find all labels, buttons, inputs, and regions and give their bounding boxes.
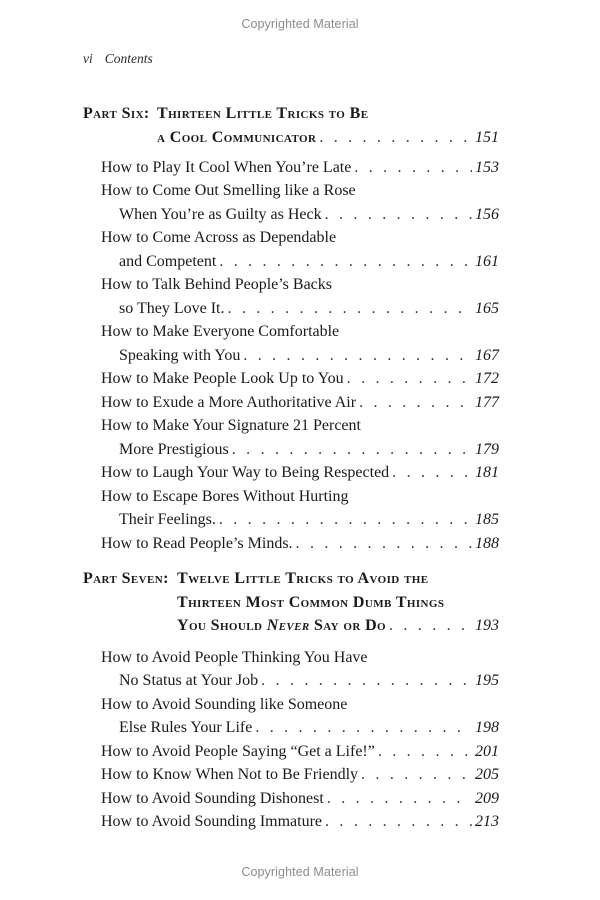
part-seven-label: Part Seven:: [83, 570, 169, 587]
dot-leader: [261, 669, 472, 693]
dot-leader: [255, 716, 472, 740]
watermark-top: Copyrighted Material: [241, 17, 359, 31]
toc-entry-title-line1: How to Make Everyone Comfortable: [101, 323, 340, 340]
dot-leader: [325, 203, 472, 227]
dot-leader: [327, 787, 472, 811]
toc-entry[interactable]: [119, 250, 499, 274]
toc-entry-page-number: 179: [475, 441, 499, 458]
part-six-label: Part Six:: [83, 105, 150, 122]
toc-entry-title: How to Read People’s Minds.: [101, 535, 293, 552]
toc-entry-title-line1: How to Avoid Sounding like Someone: [101, 696, 348, 713]
dot-leader: [354, 156, 472, 180]
toc-entry-title-line2: Their Feelings.: [119, 511, 216, 528]
toc-entry[interactable]: [119, 344, 499, 368]
toc-entry[interactable]: [101, 156, 499, 180]
toc-entry[interactable]: [101, 810, 499, 834]
dot-leader: [359, 391, 472, 415]
part-seven-title-line3[interactable]: [177, 614, 499, 638]
part-six-title-line1: Thirteen Little Tricks to Be: [157, 105, 369, 122]
toc-entry[interactable]: [119, 203, 499, 227]
toc-entry-page-number: 177: [475, 394, 499, 411]
running-head-page-number: vi: [83, 51, 93, 66]
part-six-title-line2[interactable]: [157, 126, 499, 150]
watermark-bottom: Copyrighted Material: [241, 865, 359, 879]
toc-entry-page-number: 201: [475, 743, 499, 760]
toc-entry-title-line1: How to Avoid People Thinking You Have: [101, 649, 368, 666]
toc-entry-title: How to Make People Look Up to You: [101, 370, 344, 387]
toc-entry-title-line1: How to Make Your Signature 21 Percent: [101, 417, 361, 434]
running-head-title: Contents: [104, 51, 153, 66]
toc-entry-title-line2: so They Love It.: [119, 300, 225, 317]
toc-entry[interactable]: [101, 740, 499, 764]
toc-entry-title: How to Laugh Your Way to Being Respected: [101, 464, 390, 481]
dot-leader: [378, 740, 472, 764]
toc-entry[interactable]: [101, 763, 499, 787]
toc-entry-title-line2: When You’re as Guilty as Heck: [119, 206, 322, 223]
toc-entry-title: How to Avoid Sounding Dishonest: [101, 790, 324, 807]
dot-leader: [219, 508, 472, 532]
dot-leader: [389, 614, 472, 638]
part-seven-title-emphasis: Never: [266, 617, 310, 634]
dot-leader: [319, 126, 472, 150]
toc-entry[interactable]: [119, 438, 499, 462]
toc-entry-title-line1: How to Escape Bores Without Hurting: [101, 488, 349, 505]
toc-entry[interactable]: [101, 461, 499, 485]
part-seven-title-line2: Thirteen Most Common Dumb Things: [177, 594, 445, 611]
toc-entry-title: How to Avoid People Saying “Get a Life!”: [101, 743, 375, 760]
toc-entry-page-number: 195: [475, 672, 499, 689]
part-six-title-text: a Cool Communicator: [157, 129, 317, 146]
toc-entry-title: How to Know When Not to Be Friendly: [101, 766, 359, 783]
toc-entry-page-number: 213: [475, 813, 499, 830]
toc-entry-page-number: 167: [475, 347, 499, 364]
part-seven-title-b: Say or Do: [309, 617, 386, 634]
dot-leader: [227, 297, 472, 321]
dot-leader: [232, 438, 472, 462]
part-seven-page-number: 193: [475, 617, 499, 634]
part-seven-title-line1: Twelve Little Tricks to Avoid the: [177, 570, 429, 587]
dot-leader: [219, 250, 472, 274]
toc-entry-title-line1: How to Talk Behind People’s Backs: [101, 276, 333, 293]
toc-entry-title-line2: and Competent: [119, 253, 217, 270]
toc-entry-page-number: 172: [475, 370, 499, 387]
dot-leader: [243, 344, 472, 368]
toc-entry-title-line2: More Prestigious: [119, 441, 229, 458]
toc-entry[interactable]: [119, 297, 499, 321]
dot-leader: [325, 810, 472, 834]
toc-entry-title-line2: Speaking with You: [119, 347, 241, 364]
toc-entry[interactable]: [119, 669, 499, 693]
toc-entry[interactable]: [101, 532, 499, 556]
toc-entry[interactable]: [101, 367, 499, 391]
toc-entry-title: How to Exude a More Authoritative Air: [101, 394, 357, 411]
dot-leader: [361, 763, 472, 787]
toc-entry-title-line2: Else Rules Your Life: [119, 719, 253, 736]
part-seven-title-text: [177, 614, 386, 638]
toc-entry-title-line1: How to Come Out Smelling like a Rose: [101, 182, 356, 199]
dot-leader: [347, 367, 472, 391]
toc-entry[interactable]: [119, 716, 499, 740]
toc-entry-page-number: 153: [475, 159, 499, 176]
toc-entry-page-number: 188: [475, 535, 499, 552]
toc-entry-page-number: 165: [475, 300, 499, 317]
toc-entry-page-number: 181: [475, 464, 499, 481]
toc-entry-page-number: 156: [475, 206, 499, 223]
toc-entry-page-number: 205: [475, 766, 499, 783]
toc-entry[interactable]: [119, 508, 499, 532]
toc-entry-title-line2: No Status at Your Job: [119, 672, 259, 689]
toc-entry-page-number: 161: [475, 253, 499, 270]
part-seven-title-a: You Should: [177, 617, 267, 634]
toc-entry-title: How to Play It Cool When You’re Late: [101, 159, 352, 176]
part-six-page-number: 151: [475, 129, 499, 146]
toc-entry-page-number: 185: [475, 511, 499, 528]
toc-entry-title: How to Avoid Sounding Immature: [101, 813, 323, 830]
toc-entry[interactable]: [101, 391, 499, 415]
dot-leader: [296, 532, 472, 556]
toc-entry-page-number: 198: [475, 719, 499, 736]
toc-entry[interactable]: [101, 787, 499, 811]
toc-entry-page-number: 209: [475, 790, 499, 807]
dot-leader: [392, 461, 472, 485]
toc-entry-title-line1: How to Come Across as Dependable: [101, 229, 337, 246]
